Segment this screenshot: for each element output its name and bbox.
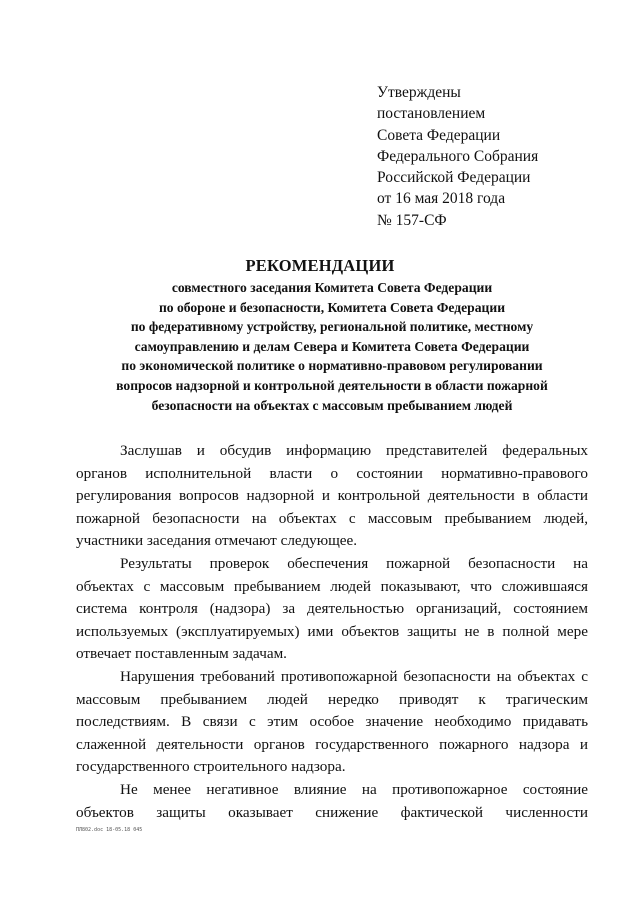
paragraph-3 [76, 666, 588, 779]
text-line: Результаты проверок обеспечения пожарной безопасности на [120, 554, 588, 572]
text-line: последствиям. В связи с этим особое значение необходимо придавать [76, 713, 588, 731]
approval-block [377, 82, 617, 231]
text-line: органов исполнительной власти о состоянии нормативно-правового [76, 464, 588, 482]
subtitle-line: безопасности на объектах с массовым пребыванием людей [151, 397, 513, 413]
subtitle-line: вопросов надзорной и контрольной деятельности в области пожарной [116, 377, 548, 393]
text-line: массовым пребыванием людей нередко приводят к трагическим [76, 690, 588, 708]
footer-file-code: ПЛ802.doc 18-05.18 045 [76, 827, 143, 833]
approval-number: № 157-СФ [377, 211, 447, 229]
text-line: государственного строительного надзора. [76, 758, 346, 776]
text-line: объектах с массовым пребыванием людей показывают, что сложившаяся [76, 577, 588, 595]
document-subtitle [90, 278, 574, 415]
paragraph-4 [76, 779, 588, 824]
text-line: используемых (эксплуатируемых) ими объектов защиты не в полной мере [76, 622, 588, 640]
approval-line: Федерального Собрания [377, 147, 539, 165]
text-line: участники заседания отмечают следующее. [76, 532, 358, 550]
subtitle-line: самоуправлению и делам Севера и Комитета Совета Федерации [134, 338, 530, 354]
approval-date: от 16 мая 2018 года [377, 190, 506, 208]
document-title: РЕКОМЕНДАЦИИ [245, 256, 395, 275]
text-line: Заслушав и обсудив информацию представителей федеральных [120, 442, 588, 459]
approval-line: Утверждены [377, 84, 461, 101]
text-line: отвечает поставленным задачам. [76, 645, 287, 663]
text-line: Не менее негативное влияние на противопожарное состояние [120, 780, 588, 798]
paragraph-1 [76, 440, 588, 553]
subtitle-line: совместного заседания Комитета Совета Федерации [171, 280, 493, 295]
text-line: регулирования вопросов надзорной и контрольной деятельности в области [76, 487, 588, 505]
text-line: система контроля (надзора) за деятельностью организаций, состоянием [76, 600, 588, 618]
approval-line: постановлением [377, 105, 486, 123]
text-line: пожарной безопасности на объектах с массовым пребыванием людей, [76, 509, 588, 527]
approval-line: Совета Федерации [377, 126, 501, 144]
approval-line: Российской Федерации [377, 169, 531, 187]
text-line: слаженной деятельности органов государственного пожарного надзора и [76, 735, 588, 753]
text-line: Нарушения требований противопожарной безопасности на объектах с [120, 667, 588, 685]
subtitle-line: по обороне и безопасности, Комитета Совета Федерации [158, 299, 506, 315]
subtitle-line: по федеративному устройству, региональной политике, местному [130, 319, 534, 335]
body-text [76, 440, 588, 824]
text-line: объектов защиты оказывает снижение фактической численности [76, 803, 588, 821]
subtitle-line: по экономической политике о нормативно-правовом регулировании [121, 358, 543, 374]
paragraph-2 [76, 553, 588, 666]
